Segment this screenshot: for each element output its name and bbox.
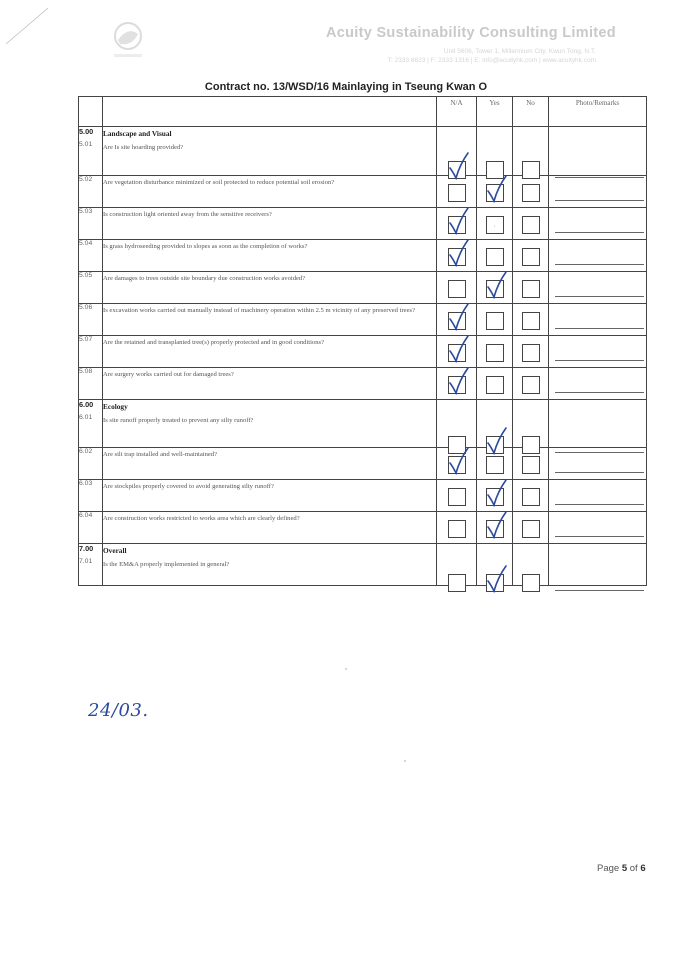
item-question: Are stockpiles properly covered to avoid generating silty runoff? [103, 480, 437, 512]
checkbox-cell-yes [477, 448, 513, 480]
checkbox-na[interactable] [448, 520, 466, 538]
scan-speck [404, 760, 406, 762]
checkbox-no[interactable] [522, 280, 540, 298]
checkbox-yes[interactable] [486, 520, 504, 538]
checkbox-cell-na [437, 272, 477, 304]
check-mark-icon [485, 511, 509, 539]
remarks-cell [549, 336, 647, 368]
checkbox-yes[interactable] [486, 574, 504, 592]
item-question: Are surgery works carried out for damaged trees? [103, 368, 437, 400]
checkbox-cell-na [437, 414, 477, 448]
checklist-item-row [79, 448, 647, 480]
section-cell [513, 400, 549, 414]
item-number: 6.01 [79, 414, 103, 448]
checkbox-cell-na [437, 558, 477, 586]
checkbox-cell-yes [477, 176, 513, 208]
check-mark-icon [447, 207, 471, 235]
section-cell [549, 400, 647, 414]
checkbox-cell-no [513, 176, 549, 208]
item-number: 5.02 [79, 176, 103, 208]
document-title: Contract no. 13/WSD/16 Mainlaying in Tseung Kwan O [204, 81, 488, 93]
item-question: Is excavation works carried out manually instead of machinery operation within 2.5 m vicinity of any preserved trees? [103, 304, 437, 336]
checkbox-cell-na [437, 448, 477, 480]
checkbox-cell-no [513, 448, 549, 480]
checkbox-no[interactable] [522, 184, 540, 202]
section-cell [437, 400, 477, 414]
page-of: of [629, 863, 638, 874]
checkbox-cell-na [437, 480, 477, 512]
section-row [79, 544, 647, 558]
remarks-field[interactable] [555, 200, 644, 201]
section-title: Landscape and Visual [103, 127, 437, 141]
checkbox-cell-yes [477, 240, 513, 272]
check-mark-icon [447, 447, 471, 475]
checkbox-na[interactable] [448, 456, 466, 474]
checklist-item-row [79, 272, 647, 304]
checkbox-cell-no [513, 141, 549, 176]
item-number: 7.01 [79, 558, 103, 586]
header-no: No [513, 97, 549, 127]
checklist-item-row [79, 304, 647, 336]
check-mark-icon [447, 303, 471, 331]
checkbox-no[interactable] [522, 312, 540, 330]
checkbox-yes[interactable] [486, 488, 504, 506]
checklist-item-row [79, 336, 647, 368]
item-question: Is construction light oriented away from the sensitive receivers? [103, 208, 437, 240]
checklist-item-row [79, 141, 647, 176]
checkbox-cell-yes [477, 512, 513, 544]
checkbox-yes[interactable] [486, 376, 504, 394]
remarks-cell [549, 448, 647, 480]
page-total: 6 [640, 863, 646, 874]
item-number: 5.08 [79, 368, 103, 400]
remarks-field[interactable] [555, 590, 644, 591]
remarks-field[interactable] [555, 536, 644, 537]
checkbox-cell-no [513, 558, 549, 586]
checkbox-na[interactable] [448, 184, 466, 202]
checkbox-cell-yes [477, 141, 513, 176]
checklist-item-row [79, 414, 647, 448]
checkbox-cell-na [437, 336, 477, 368]
remarks-cell [549, 480, 647, 512]
checklist-table [78, 96, 647, 586]
checkbox-cell-yes [477, 208, 513, 240]
checkbox-cell-na [437, 304, 477, 336]
checkbox-cell-no [513, 240, 549, 272]
remarks-field[interactable] [555, 328, 644, 329]
checklist-item-row [79, 240, 647, 272]
item-number: 5.06 [79, 304, 103, 336]
item-number: 6.04 [79, 512, 103, 544]
remarks-cell [549, 558, 647, 586]
item-number: 6.03 [79, 480, 103, 512]
checklist-item-row [79, 208, 647, 240]
section-cell [437, 127, 477, 141]
address-line-2: T: 2333 6823 | F: 2333 1316 | E: info@acuityhk.com | www.acuityhk.com [387, 57, 596, 64]
checkbox-no[interactable] [522, 488, 540, 506]
checkbox-cell-na [437, 240, 477, 272]
checkbox-yes[interactable] [486, 456, 504, 474]
corner-pen-mark [4, 6, 50, 46]
section-cell [477, 127, 513, 141]
checkbox-no[interactable] [522, 520, 540, 538]
section-title: Overall [103, 544, 437, 558]
checkbox-yes[interactable] [486, 344, 504, 362]
remarks-field[interactable] [555, 392, 644, 393]
section-number: 7.00 [79, 544, 103, 558]
checkbox-no[interactable] [522, 574, 540, 592]
stray-mark: · [493, 224, 496, 230]
remarks-field[interactable] [555, 296, 644, 297]
checkbox-cell-no [513, 336, 549, 368]
item-number: 5.03 [79, 208, 103, 240]
check-mark-icon [447, 239, 471, 267]
section-cell [477, 400, 513, 414]
section-cell [437, 544, 477, 558]
checkbox-cell-yes [477, 480, 513, 512]
item-number: 5.01 [79, 141, 103, 176]
header-row [79, 97, 647, 127]
checkbox-cell-yes [477, 368, 513, 400]
checkbox-cell-yes [477, 558, 513, 586]
header-question-cell [103, 97, 437, 127]
page-current: 5 [621, 863, 628, 874]
checklist-item-row [79, 176, 647, 208]
header-remarks: Photo/Remarks [549, 97, 647, 127]
item-number: 5.07 [79, 336, 103, 368]
checkbox-cell-no [513, 272, 549, 304]
item-question: Is grass hydroseeding provided to slopes as soon as the completion of works? [103, 240, 437, 272]
checklist-item-row [79, 512, 647, 544]
item-question: Is site runoff properly treated to prevent any silty runoff? [103, 414, 437, 448]
remarks-cell [549, 272, 647, 304]
check-mark-icon [447, 335, 471, 363]
checkbox-cell-na [437, 512, 477, 544]
checkbox-cell-na [437, 176, 477, 208]
checkbox-cell-na [437, 368, 477, 400]
checkbox-cell-no [513, 480, 549, 512]
handwritten-note: 24/03. [88, 700, 149, 721]
page-number [597, 863, 646, 874]
checkbox-na[interactable] [448, 488, 466, 506]
checkbox-na[interactable] [448, 280, 466, 298]
company-name: Acuity Sustainability Consulting Limited [326, 25, 616, 41]
remarks-cell [549, 368, 647, 400]
remarks-field[interactable] [555, 360, 644, 361]
check-mark-icon [485, 271, 509, 299]
checkbox-no[interactable] [522, 456, 540, 474]
checkbox-cell-yes [477, 336, 513, 368]
checkbox-na[interactable] [448, 574, 466, 592]
checklist-item-row [79, 480, 647, 512]
section-row [79, 400, 647, 414]
remarks-cell [549, 304, 647, 336]
checkbox-yes[interactable] [486, 248, 504, 266]
remarks-field[interactable] [555, 504, 644, 505]
checkbox-cell-yes [477, 272, 513, 304]
checklist-item-row [79, 368, 647, 400]
address-line-1: Unit 5606, Tower 1, Millennium City, Kwun Tong, N.T. [443, 48, 596, 55]
item-question: Are construction works restricted to works area which are clearly defined? [103, 512, 437, 544]
page-prefix: Page [597, 863, 620, 874]
remarks-cell [549, 414, 647, 448]
checkbox-na[interactable] [448, 344, 466, 362]
item-number: 5.05 [79, 272, 103, 304]
remarks-cell [549, 208, 647, 240]
checklist-body [79, 127, 647, 586]
checkbox-cell-yes [477, 414, 513, 448]
checkbox-no[interactable] [522, 344, 540, 362]
remarks-cell [549, 141, 647, 176]
company-address [326, 47, 596, 65]
remarks-field[interactable] [555, 232, 644, 233]
check-mark-icon [485, 479, 509, 507]
section-number: 6.00 [79, 400, 103, 414]
checkbox-no[interactable] [522, 376, 540, 394]
section-cell [477, 544, 513, 558]
section-title: Ecology [103, 400, 437, 414]
remarks-cell [549, 176, 647, 208]
item-question: Are Is site hoarding provided? [103, 141, 437, 176]
check-mark-icon [447, 367, 471, 395]
header-yes: Yes [477, 97, 513, 127]
check-mark-icon [485, 175, 509, 203]
section-number: 5.00 [79, 127, 103, 141]
checkbox-na[interactable] [448, 248, 466, 266]
checkbox-cell-no [513, 414, 549, 448]
remarks-field[interactable] [555, 264, 644, 265]
checkbox-cell-na [437, 208, 477, 240]
section-cell [513, 544, 549, 558]
header-num-cell [79, 97, 103, 127]
header-na: N/A [437, 97, 477, 127]
remarks-cell [549, 512, 647, 544]
company-logo-icon [104, 16, 152, 64]
checklist-item-row [79, 558, 647, 586]
checkbox-yes[interactable] [486, 184, 504, 202]
checkbox-yes[interactable] [486, 280, 504, 298]
checkbox-yes[interactable] [486, 312, 504, 330]
checkbox-yes[interactable] [486, 216, 504, 234]
checkbox-no[interactable] [522, 216, 540, 234]
check-mark-icon [485, 565, 509, 593]
item-question: Are silt trap installed and well-maintained? [103, 448, 437, 480]
item-question: Are damages to trees outside site boundary due construction works avoided? [103, 272, 437, 304]
checkbox-cell-no [513, 304, 549, 336]
checkbox-cell-na [437, 141, 477, 176]
checkbox-na[interactable] [448, 216, 466, 234]
item-number: 5.04 [79, 240, 103, 272]
item-question: Is the EM&A properly implemented in general? [103, 558, 437, 586]
section-cell [549, 127, 647, 141]
item-question: Are the retained and transplanted tree(s) properly protected and in good conditions? [103, 336, 437, 368]
item-question: Are vegetation disturbance minimized or soil protected to reduce potential soil erosion? [103, 176, 437, 208]
checkbox-na[interactable] [448, 376, 466, 394]
section-cell [549, 544, 647, 558]
checkbox-cell-no [513, 208, 549, 240]
section-row [79, 127, 647, 141]
item-number: 6.02 [79, 448, 103, 480]
remarks-cell [549, 240, 647, 272]
checkbox-na[interactable] [448, 312, 466, 330]
remarks-field[interactable] [555, 472, 644, 473]
checkbox-cell-no [513, 512, 549, 544]
checkbox-cell-yes [477, 304, 513, 336]
checkbox-no[interactable] [522, 248, 540, 266]
checkbox-cell-no [513, 368, 549, 400]
section-cell [513, 127, 549, 141]
scan-speck [345, 668, 347, 670]
